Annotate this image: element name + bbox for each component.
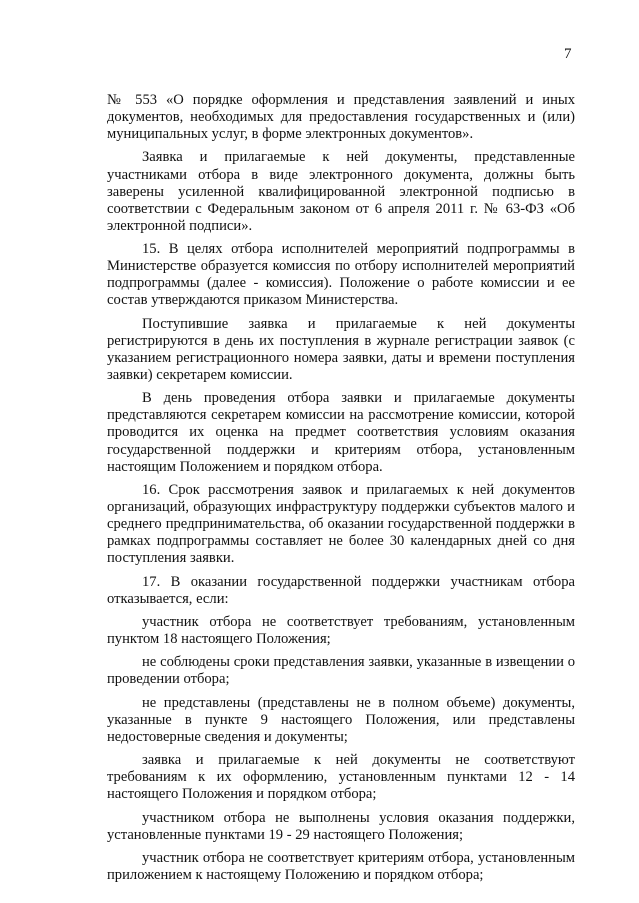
paragraph: 15. В целях отбора исполнителей мероприятий подпрограммы в Министерстве образуется комиссия по отбору исполнителей мероприятий подпрограммы (далее - комиссия). Положение о работе комиссии и ее состав утверждаются приказом Министерства. [107,241,575,309]
document-body [107,92,575,890]
paragraph: 17. В оказании государственной поддержки участникам отбора отказывается, если: [107,573,575,607]
paragraph: 16. Срок рассмотрения заявок и прилагаемых к ней документов организаций, образующих инфраструктуру поддержки субъектов малого и среднего предпринимательства, об оказании государственной поддержки в рамках подпрограммы составляет не более 30 календарных дней со дня поступления заявки. [107,481,575,567]
paragraph: Заявка и прилагаемые к ней документы, представленные участниками отбора в виде электронного документа, должны быть заверены усиленной квалифицированной электронной подписью в соответствии с Федеральным законом от 6 апреля 2011 г. № 63-ФЗ «Об электронной подписи». [107,149,575,234]
paragraph: не представлены (представлены не в полном объеме) документы, указанные в пункте 9 настоящего Положения, или представлены недостоверные сведения и документы; [107,694,575,745]
page-number: 7 [564,46,572,62]
paragraph: заявка и прилагаемые к ней документы не соответствуют требованиям к их оформлению, установленным пунктами 12 - 14 настоящего Положения и порядком отбора; [107,752,575,803]
paragraph: участник отбора не соответствует требованиям, установленным пунктом 18 настоящего Положения; [107,613,575,648]
paragraph: участник отбора не соответствует критериям отбора, установленным приложением к настоящему Положению и порядком отбора; [107,850,575,884]
paragraph: № 553 «О порядке оформления и представления заявлений и иных документов, необходимых для предоставления государственных и (или) муниципальных услуг, в форме электронных документов». [107,92,575,143]
paragraph: В день проведения отбора заявки и прилагаемые документы представляются секретарем комиссии на рассмотрение комиссии, которой проводится их оценка на предмет соответствия условиям оказания государственной поддержки и критериям отбора, установленным настоящим Положением и порядком отбора. [107,390,575,475]
paragraph: не соблюдены сроки представления заявки, указанные в извещении о проведении отбора; [107,654,575,688]
paragraph: Поступившие заявка и прилагаемые к ней документы регистрируются в день их поступления в журнале регистрации заявок (с указанием регистрационного номера заявки, даты и времени поступления заявки) секретарем комиссии. [107,315,575,383]
paragraph: участником отбора не выполнены условия оказания поддержки, установленные пунктами 19 - 29 настоящего Положения; [107,809,575,843]
